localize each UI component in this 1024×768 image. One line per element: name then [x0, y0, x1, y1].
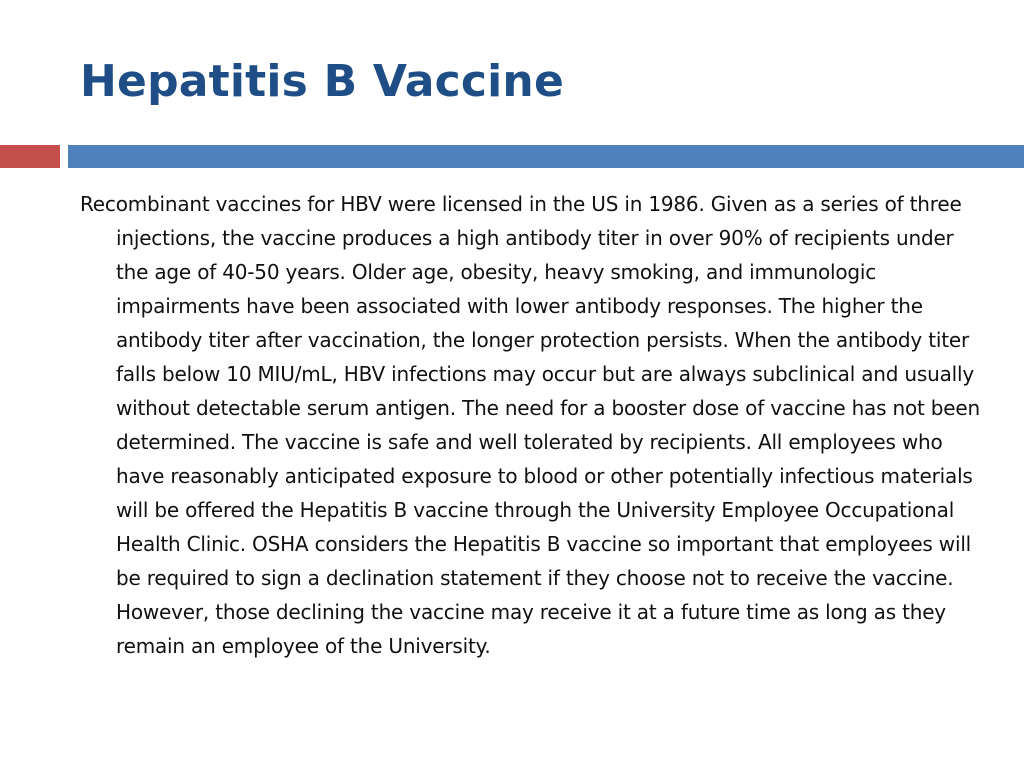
slide-body-text: Recombinant vaccines for HBV were licensed in the US in 1986. Given as a series of three injections, the vaccine produces a high antibody titer in over 90% of recipients under the age of 40-50 years. Older age, obesity, heavy smoking, and immunologic impairments have been associated with lower antibody responses. The higher the antibody titer after vaccination, the longer protection persists. When the antibody titer falls below 10 MIU/mL, HBV infections may occur but are always subclinical and usually without detectable serum antigen. The need for a booster dose of vaccine has not been determined. The vaccine is safe and well tolerated by recipients. All employees who have reasonably anticipated exposure to blood or other potentially infectious materials will be offered the Hepatitis B vaccine through the University Employee Occupational Health Clinic. OSHA considers the Hepatitis B vaccine so important that employees will be required to sign a declination statement if they choose not to receive the vaccine. However, those declining the vaccine may receive it at a future time as long as they remain an employee of the University. — [80, 192, 980, 658]
title-divider-bar — [68, 145, 1024, 168]
title-divider-accent — [0, 145, 60, 168]
slide-title: Hepatitis B Vaccine — [80, 56, 564, 107]
